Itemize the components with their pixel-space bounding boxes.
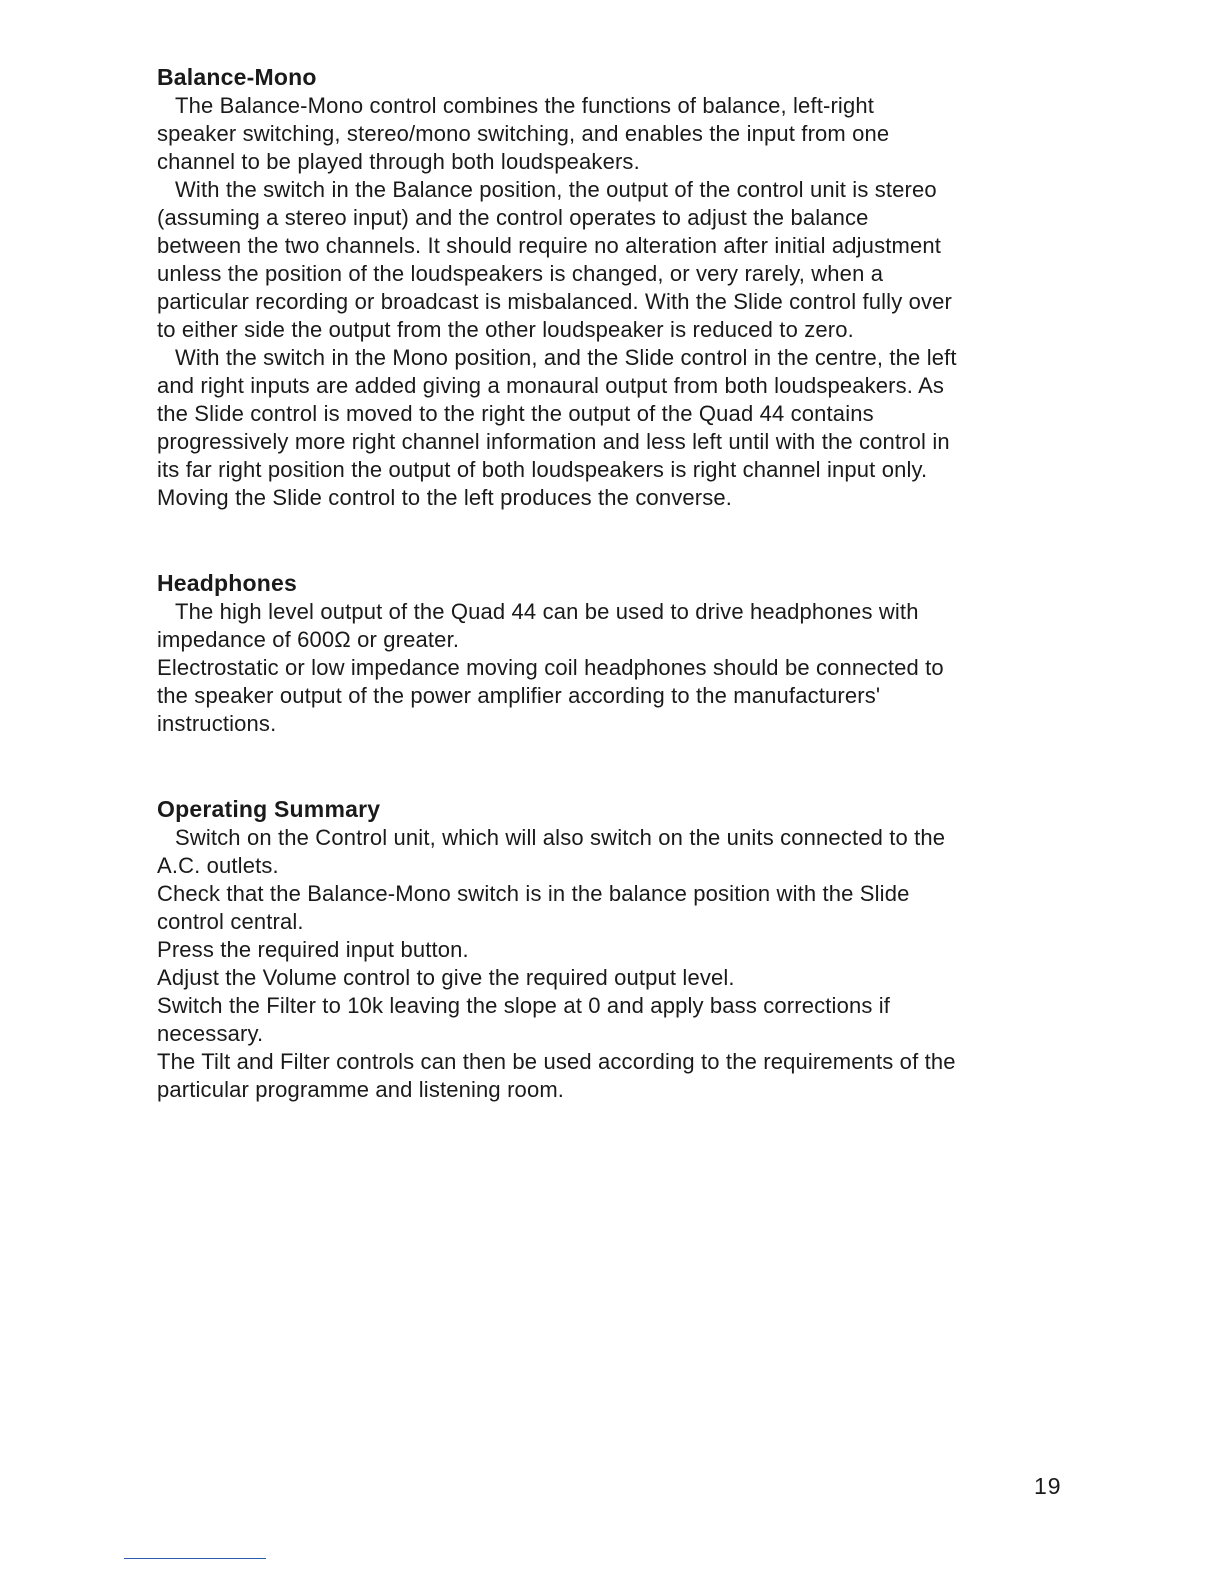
page-number: 19 — [1034, 1473, 1062, 1499]
paragraph: Press the required input button. — [157, 937, 469, 962]
section-headphones — [157, 568, 957, 738]
section-heading: Balance-Mono — [157, 64, 317, 90]
paragraph: Switch on the Control unit, which will also switch on the units connected to the A.C. outlets. — [157, 825, 946, 878]
document-body — [157, 62, 957, 1104]
paragraph: Adjust the Volume control to give the required output level. — [157, 965, 735, 990]
section-heading: Headphones — [157, 570, 298, 596]
footer-divider — [124, 1558, 266, 1559]
paragraph: The high level output of the Quad 44 can be used to drive headphones with impedance of 600Ω or greater. — [157, 599, 919, 652]
paragraph: Switch the Filter to 10k leaving the slope at 0 and apply bass corrections if necessary. — [157, 993, 891, 1046]
section-balance-mono — [157, 62, 957, 512]
paragraph: With the switch in the Mono position, and the Slide control in the centre, the left and right inputs are added giving a monaural output from both loudspeakers. As the Slide control is moved to the right the output of the Quad 44 contains progressively more right channel information and less left until with the control in its far right position the output of both loudspeakers is right channel input only. Moving the Slide control to the left produces the converse. — [157, 345, 957, 510]
paragraph: Check that the Balance-Mono switch is in the balance position with the Slide control central. — [157, 881, 910, 934]
paragraph: With the switch in the Balance position, the output of the control unit is stereo (assuming a stereo input) and the control operates to adjust the balance between the two channels. It should require no alteration after initial adjustment unless the position of the loudspeakers is changed, or very rarely, when a particular recording or broadcast is misbalanced. With the Slide control fully over to either side the output from the other loudspeaker is reduced to zero. — [157, 177, 953, 342]
paragraph: The Balance-Mono control combines the functions of balance, left-right speaker switching, stereo/mono switching, and enables the input from one channel to be played through both loudspeakers. — [157, 93, 890, 174]
paragraph: The Tilt and Filter controls can then be used according to the requirements of the particular programme and listening room. — [157, 1049, 956, 1102]
paragraph: Electrostatic or low impedance moving coil headphones should be connected to the speaker output of the power amplifier according to the manufacturers' instructions. — [157, 655, 944, 736]
section-heading: Operating Summary — [157, 796, 381, 822]
section-operating-summary — [157, 794, 957, 1104]
